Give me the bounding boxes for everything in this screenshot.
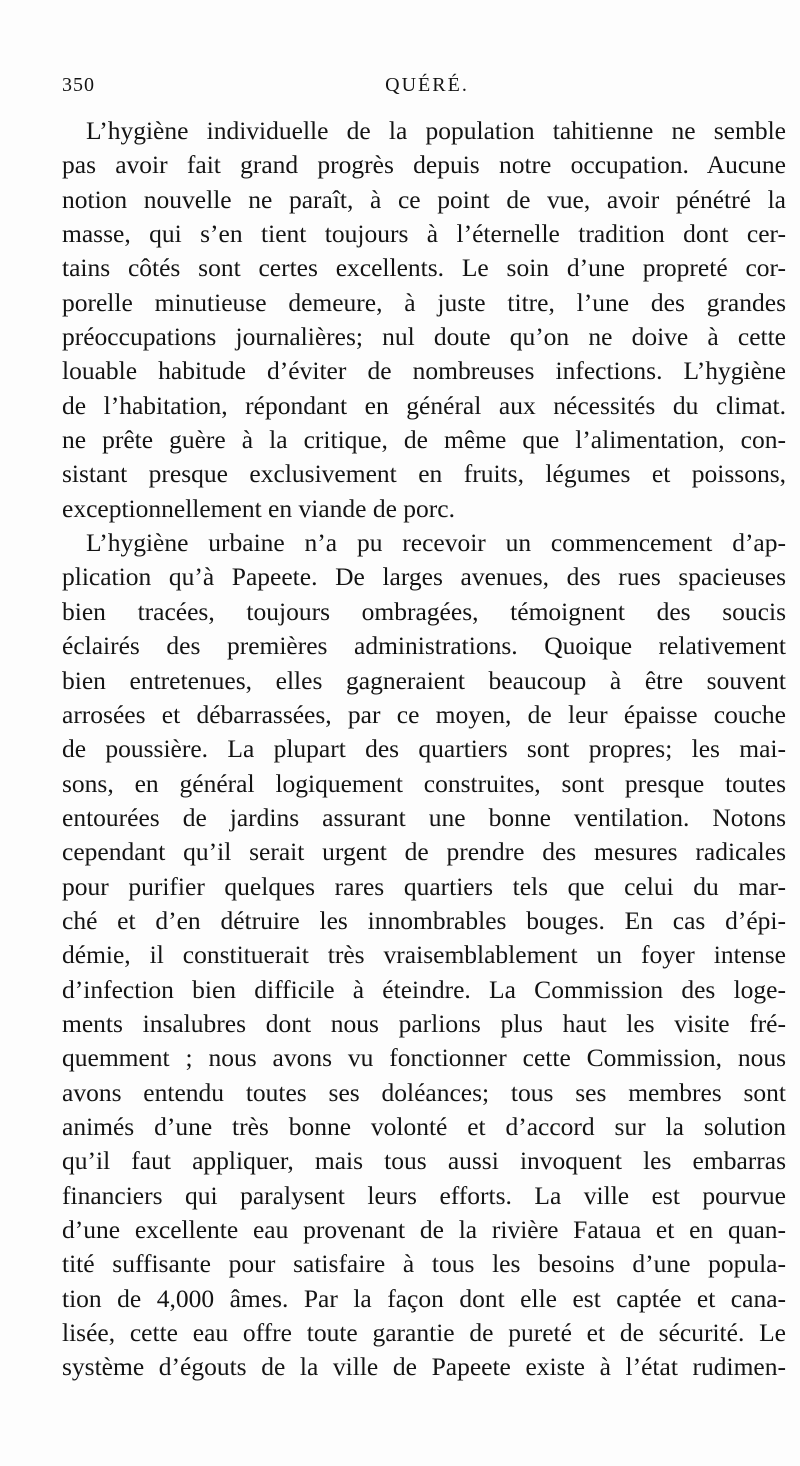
text-line: L’hygiène individuelle de la population tahitienne ne semble xyxy=(86,116,786,145)
page-header xyxy=(62,74,792,104)
text-line: exceptionnellement en viande de porc. xyxy=(62,493,455,523)
text-line: notion nouvelle ne paraît, à ce point de vue, avoir pénétré la xyxy=(62,184,786,214)
text-line: d’infection bien difficile à éteindre. La Commission des loge- xyxy=(62,974,786,1004)
text-line: ché et d’en détruire les innombrables bouges. En cas d’épi- xyxy=(62,905,786,935)
text-line: préoccupations journalières; nul doute qu’on ne doive à cette xyxy=(62,322,786,352)
text-line: système d’égouts de la ville de Papeete existe à l’état rudimen- xyxy=(62,1352,786,1382)
text-line: tains côtés sont certes excellents. Le soin d’une propreté cor- xyxy=(62,253,786,283)
text-line: pour purifier quelques rares quartiers tels que celui du mar- xyxy=(62,871,786,901)
text-line: pas avoir fait grand progrès depuis notre occupation. Aucune xyxy=(62,150,786,180)
paragraph xyxy=(62,526,786,1385)
text-line: entourées de jardins assurant une bonne ventilation. Notons xyxy=(62,802,786,832)
text-line: lisée, cette eau offre toute garantie de pureté et de sécurité. Le xyxy=(62,1318,786,1348)
paragraph xyxy=(62,114,786,526)
text-line: cependant qu’il serait urgent de prendre des mesures radicales xyxy=(62,837,786,867)
text-line: qu’il faut appliquer, mais tous aussi invoquent les embarras xyxy=(62,1146,786,1176)
running-title: QUÉRÉ. xyxy=(385,74,469,96)
text-line: tion de 4,000 âmes. Par la façon dont elle est captée et cana- xyxy=(62,1283,786,1313)
text-line: démie, il constituerait très vraisemblablement un foyer intense xyxy=(62,940,786,970)
text-line: L’hygiène urbaine n’a pu recevoir un commencement d’ap- xyxy=(86,528,786,558)
text-line: bien entretenues, elles gagneraient beaucoup à être souvent xyxy=(62,665,786,695)
text-line: éclairés des premières administrations. Quoique relativement xyxy=(62,631,786,661)
text-line: tité suffisante pour satisfaire à tous les besoins d’une popula- xyxy=(62,1249,786,1279)
text-line: ments insalubres dont nous parlions plus haut les visite fré- xyxy=(62,1008,786,1038)
text-line: sons, en général logiquement construites, sont presque toutes xyxy=(62,768,786,798)
text-line: financiers qui paralysent leurs efforts. La ville est pourvue xyxy=(62,1180,786,1210)
text-line: ne prête guère à la critique, de même que l’alimentation, con- xyxy=(62,425,786,455)
text-line: sistant presque exclusivement en fruits, légumes et poissons, xyxy=(62,459,786,489)
text-line: masse, qui s’en tient toujours à l’éternelle tradition dont cer- xyxy=(62,219,786,249)
text-line: louable habitude d’éviter de nombreuses infections. L’hygiène xyxy=(62,356,786,386)
text-line: plication qu’à Papeete. De larges avenues, des rues spacieuses xyxy=(62,562,786,592)
text-line: animés d’une très bonne volonté et d’accord sur la solution xyxy=(62,1111,786,1141)
text-line: d’une excellente eau provenant de la rivière Fataua et en quan- xyxy=(62,1215,786,1244)
text-line: bien tracées, toujours ombragées, témoignent des soucis xyxy=(62,596,786,626)
body-text xyxy=(62,114,786,1385)
text-line: avons entendu toutes ses doléances; tous ses membres sont xyxy=(62,1077,786,1107)
text-line: arrosées et débarrassées, par ce moyen, de leur épaisse couche xyxy=(62,699,786,729)
text-line: de l’habitation, répondant en général aux nécessités du climat. xyxy=(62,390,786,420)
page-number: 350 xyxy=(62,74,95,96)
text-line: de poussière. La plupart des quartiers sont propres; les mai- xyxy=(62,734,786,764)
text-line: porelle minutieuse demeure, à juste titre, l’une des grandes xyxy=(62,287,786,317)
text-line: quemment ; nous avons vu fonctionner cette Commission, nous xyxy=(62,1043,786,1073)
